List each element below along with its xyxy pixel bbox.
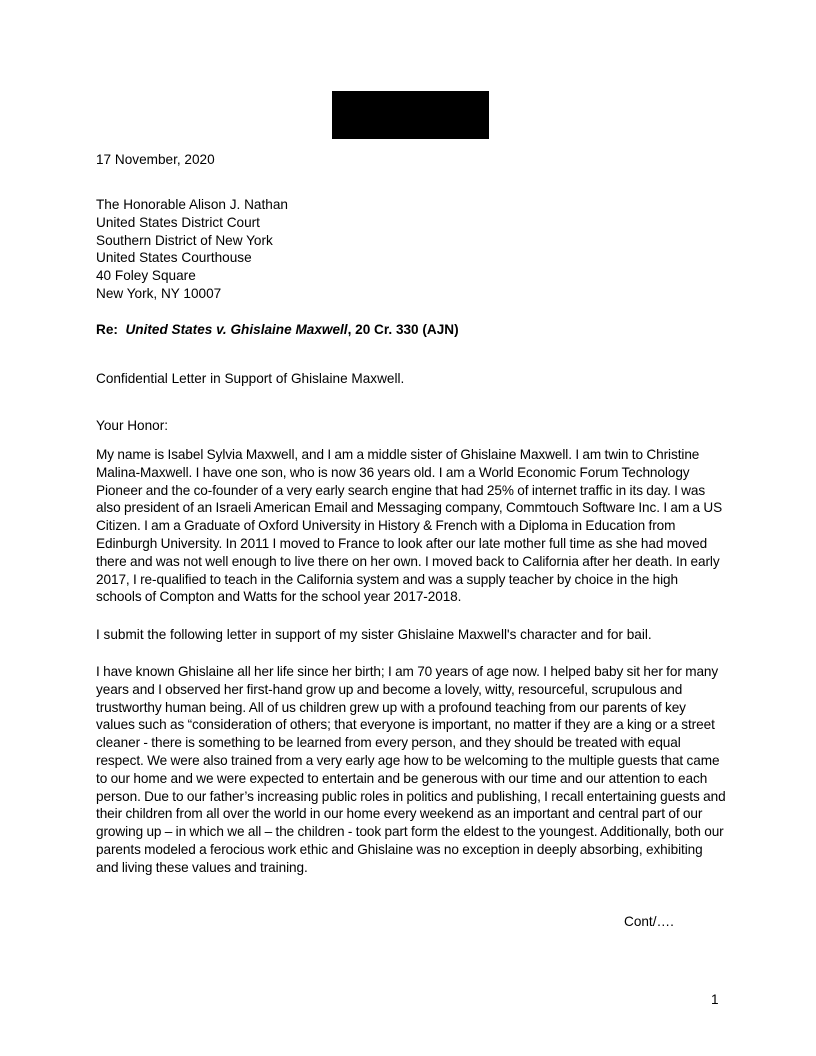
- salutation: Your Honor:: [96, 418, 169, 433]
- case-number: , 20 Cr. 330 (AJN): [347, 322, 459, 337]
- body-paragraph: My name is Isabel Sylvia Maxwell, and I am a middle sister of Ghislaine Maxwell. I am twin to Christine Malina-Maxwell. I have one son, who is now 36 years old. I am a World Economic Forum Technology Pioneer and the co-founder of a very early search engine that had 25% of internet traffic in its day. I was also president of an Israeli American Email and Messaging company, Commtouch Software Inc. I am a US Citizen. I am a Graduate of Oxford University in History & French with a Diploma in Education from Edinburgh University. In 2011 I moved to France to look after our late mother full time as she had moved there and was not well enough to live there on her own. I moved back to California after her death. In early 2017, I re-qualified to teach in the California system and was a supply teacher by choice in the high schools of Compton and Watts for the school year 2017-2018.: [96, 447, 723, 605]
- re-line: [96, 321, 726, 339]
- letter-date: 17 November, 2020: [96, 152, 215, 167]
- redaction-block: [332, 91, 489, 139]
- recipient-line: The Honorable Alison J. Nathan: [96, 197, 288, 212]
- recipient-line: United States District Court: [96, 214, 260, 230]
- recipient-line: 40 Foley Square: [96, 268, 196, 284]
- body-paragraph: I submit the following letter in support of my sister Ghislaine Maxwell's character and for bail.: [96, 627, 652, 642]
- recipient-line: New York, NY 10007: [96, 285, 222, 301]
- page-number: 1: [711, 992, 719, 1007]
- letter-subject: Confidential Letter in Support of Ghislaine Maxwell.: [96, 371, 405, 386]
- recipient-address: [96, 196, 726, 303]
- continuation-marker: Cont/….: [624, 914, 674, 929]
- recipient-line: Southern District of New York: [96, 232, 273, 248]
- body-paragraph: I have known Ghislaine all her life since her birth; I am 70 years of age now. I helped baby sit her for many years and I observed her first-hand grow up and become a lovely, witty, resourceful, scrupulous and trustworthy human being. All of us children grew up with a profound teaching from our parents of key values such as “consideration of others; that everyone is important, no matter if they are a king or a street cleaner - there is something to be learned from every person, and they should be treated with equal respect. We were also trained from a very early age how to be welcoming to the multiple guests that came to our home and we were expected to entertain and be generous with our time and our attention to each person. Due to our father’s increasing public roles in politics and publishing, I recall entertaining guests and their children from all over the world in our home every weekend as an important and central part of our growing up – in which we all – the children - took part form the eldest to the youngest. Additionally, both our parents modeled a ferocious work ethic and Ghislaine was no exception in deeply absorbing, exhibiting and living these values and training.: [96, 664, 726, 875]
- recipient-line: United States Courthouse: [96, 250, 252, 266]
- re-prefix: Re:: [96, 322, 118, 337]
- case-name: United States v. Ghislaine Maxwell: [125, 322, 348, 337]
